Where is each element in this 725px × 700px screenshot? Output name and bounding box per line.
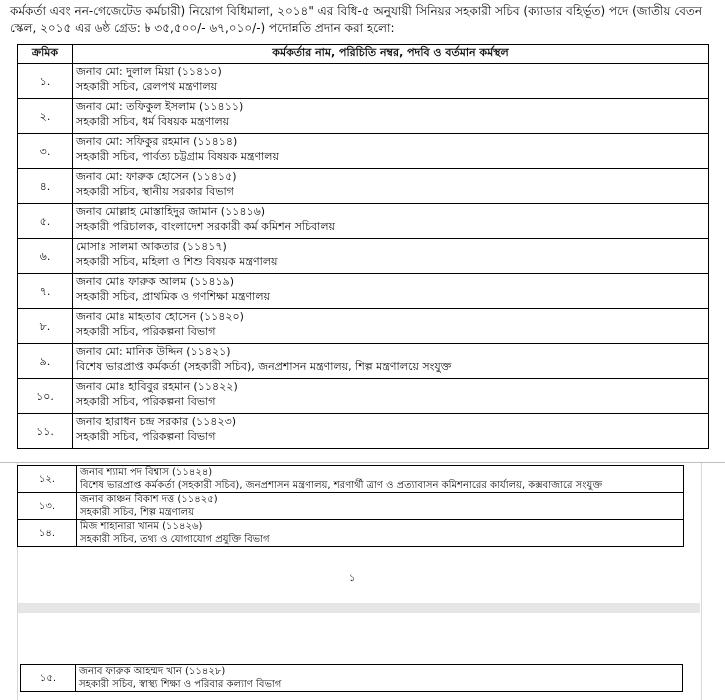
officer-post: সহকারী সচিব, পরিকল্পনা বিভাগ [76, 430, 216, 443]
officer-post: সহকারী সচিব, স্বাস্থ্য শিক্ষা ও পরিবার কল্যাণ বিভাগ [79, 679, 282, 690]
table-row [18, 414, 709, 449]
details-cell [73, 64, 709, 99]
officer-name: জনাব মো: তফিকুল ইসলাম (১১৪১১) [76, 100, 244, 113]
details-cell [73, 169, 709, 204]
officer-post: বিশেষ ভারপ্রাপ্ত কর্মকর্তা (সহকারী সচিব), জনপ্রশাসন মন্ত্রণালয়, শরণার্থী ত্রাণ ও প্রত্যাবাসন কমিশনারের কার্যালয়, কক্সবাজারে সংযুক্ত [80, 480, 603, 491]
officer-post: সহকারী সচিব, রেলপথ মন্ত্রণালয় [76, 80, 218, 93]
details-cell [76, 665, 683, 692]
officer-name: জনাব মোঃ মাহতাব হোসেন (১১৪২০) [76, 310, 244, 323]
officer-name: মিজ শাহানারা খানম (১১৪২৬) [80, 521, 203, 532]
serial-cell: ৬. [18, 239, 73, 274]
table-row [18, 239, 709, 274]
officer-post: সহকারী সচিব, পার্বত্য চট্টগ্রাম বিষয়ক মন্ত্রণালয় [76, 150, 279, 163]
officer-name: জনাব মো: সফিকুর রহমান (১১৪১৪) [76, 135, 238, 148]
table-row [18, 64, 709, 99]
details-cell [73, 309, 709, 344]
officer-post: সহকারী সচিব, পরিকল্পনা বিভাগ [76, 325, 216, 338]
header-details: কর্মকর্তার নাম, পরিচিতি নম্বর, পদবি ও বর্তমান কর্মস্থল [73, 45, 709, 64]
serial-cell: ১. [18, 64, 73, 99]
officer-name: জনাব ফারুক আহম্মদ খান (১১৪২৮) [79, 666, 226, 677]
intro-paragraph: কর্মকর্তা এবং নন-গেজেটেড কর্মচারী) নিয়োগ বিধিমালা, ২০১৪" এর বিধি-৫ অনুযায়ী সিনিয়র সহকারী সচিব (ক্যাডার বহির্ভূত) পদে (জাতীয় বেতন স্কেল, ২০১৫ এর ৬ষ্ঠ গ্রেড: ৳ ৩৫,৫০০/- ৬৭,০১০/-) পদোন্নতি প্রদান করা হলো: [10, 4, 703, 35]
header-serial: ক্রমিক [18, 45, 73, 64]
officer-post: সহকারী সচিব, তথ্য ও যোগাযোগ প্রযুক্তি বিভাগ [80, 534, 270, 545]
details-cell [73, 414, 709, 449]
officer-post: সহকারী সচিব, শিল্প মন্ত্রণালয় [80, 507, 194, 518]
officer-name: জনাব মোঃ হাবিবুর রহমান (১১৪২২) [76, 380, 238, 393]
details-cell [73, 274, 709, 309]
serial-cell: ৯. [18, 344, 73, 379]
serial-cell: ৮. [18, 309, 73, 344]
officer-name: মোসাঃ সালমা আকতার (১১৪১৭) [76, 240, 227, 253]
details-cell [73, 99, 709, 134]
officer-name: জনাব মো: মানিক উদ্দিন (১১৪২১) [76, 345, 231, 358]
promotion-table-continued [17, 465, 684, 547]
officer-name: জনাব কাঞ্চন বিকাশ দত্ত (১১৪২৫) [80, 494, 218, 505]
details-cell [77, 493, 684, 520]
officer-post: সহকারী সচিব, পরিকল্পনা বিভাগ [76, 395, 216, 408]
table-row [18, 134, 709, 169]
officer-name: জনাব হারাধন চন্দ্র সরকার (১১৪২৩) [76, 415, 237, 428]
table-body [21, 665, 683, 692]
table-header-row [18, 45, 709, 64]
officer-name: জনাব মো: ফারুক হোসেন (১১৪১৫) [76, 170, 237, 183]
table-row [18, 493, 684, 520]
officer-post: সহকারী সচিব, প্রাথমিক ও গণশিক্ষা মন্ত্রণালয় [76, 290, 271, 303]
officer-post: সহকারী পরিচালক, বাংলাদেশ সরকারী কর্ম কমিশন সচিবালয় [76, 220, 335, 233]
table-body [18, 466, 684, 547]
details-cell [73, 344, 709, 379]
page-gap [18, 603, 700, 613]
serial-cell: ১৪. [18, 520, 77, 547]
officer-post: সহকারী সচিব, ধর্ম বিষয়ক মন্ত্রণালয় [76, 115, 230, 128]
officer-post: বিশেষ ভারপ্রাপ্ত কর্মকর্তা (সহকারী সচিব), জনপ্রশাসন মন্ত্রণালয়, শিল্প মন্ত্রণালয়ে সংযুক্ত [76, 360, 452, 373]
serial-cell: ১২. [18, 466, 77, 493]
serial-cell: ৩. [18, 134, 73, 169]
serial-cell: ৫. [18, 204, 73, 239]
table-row [21, 665, 683, 692]
serial-cell: ১০. [18, 379, 73, 414]
table-row [18, 466, 684, 493]
serial-cell: ৪. [18, 169, 73, 204]
table-row [18, 309, 709, 344]
table-row [18, 520, 684, 547]
officer-name: জনাব মোঃ ফারুক আলম (১১৪১৯) [76, 275, 235, 288]
serial-cell: ১৫. [21, 665, 76, 692]
table-body [18, 64, 709, 449]
details-cell [77, 520, 684, 547]
details-cell [73, 379, 709, 414]
officer-post: সহকারী সচিব, স্থানীয় সরকার বিভাগ [76, 185, 234, 198]
officer-name: জনাব মো: দুলাল মিয়া (১১৪১০) [76, 65, 222, 78]
serial-cell: ৭. [18, 274, 73, 309]
table-row [18, 204, 709, 239]
serial-cell: ২. [18, 99, 73, 134]
promotion-table [17, 44, 709, 449]
details-cell [73, 239, 709, 274]
details-cell [73, 204, 709, 239]
table-row [18, 344, 709, 379]
serial-cell: ১১. [18, 414, 73, 449]
table-row [18, 274, 709, 309]
serial-cell: ১৩. [18, 493, 77, 520]
table-row [18, 379, 709, 414]
details-cell [73, 134, 709, 169]
page-number: ১ [349, 573, 356, 584]
table-row [18, 99, 709, 134]
promotion-table-last [20, 664, 683, 692]
table-row [18, 169, 709, 204]
officer-name: জনাব মোল্লাহ মোস্তাহিদুর জামান (১১৪১৬) [76, 205, 266, 218]
officer-name: জনাব শ্যামা পদ বিশ্বাস (১১৪২৪) [80, 467, 213, 478]
details-cell [77, 466, 684, 493]
officer-post: সহকারী সচিব, মহিলা ও শিশু বিষয়ক মন্ত্রণালয় [76, 255, 278, 268]
